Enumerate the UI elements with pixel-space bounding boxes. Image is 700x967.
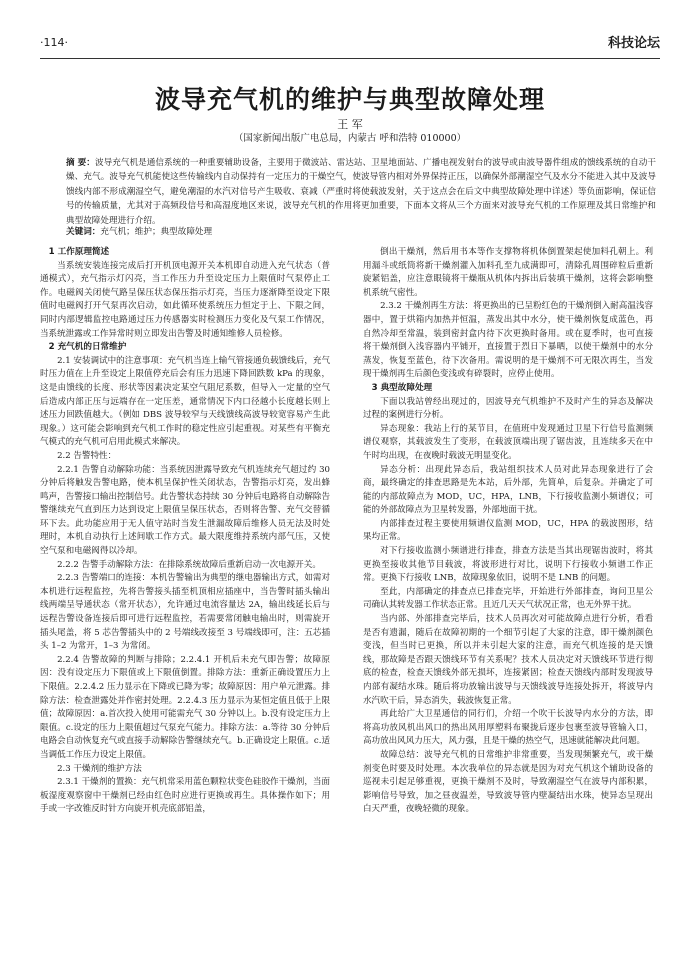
paragraph: 2.2.2 告警手动解除方法：在排除系统故障后重新启动一次电源开关。	[57, 559, 321, 570]
paragraph: 异态分析：出现此异态后，我站组织技术人员对此异态现象进行了会商，最终确定的排查思路是先本站，后外部，先简单，后复杂。并确定了可能的内部故障点为 MOD，UC，HPA，LNB，下行接收监测小频谱仪；可能的外部故障点为卫星转发器，外部地面干扰。	[363, 464, 653, 516]
section-heading: 3 典型故障处理	[371, 382, 433, 393]
left-column	[40, 246, 330, 946]
paragraph: 2.3.1 干燥剂的置换：充气机常采用蓝色颗粒状变色硅胶作干燥剂，当面板湿度观察窗中干燥剂已经由红色时应进行更换或再生。具体操作如下；用手或一字改锥反时针方向旋开机壳底部铝盖，	[40, 777, 330, 815]
paragraph: 对下行接收监测小频谱进行排查，排查方法是当其出现锯齿波时，将其更换至接收其他节目载波，将波形进行对比，说明下行接收小频谱工作正常。更换下行接收 LNB，故障现象依旧，说明不是 LNB 的问题。	[363, 546, 653, 584]
paragraph: 2.2.3 告警端口的连接：本机告警输出为典型的继电器输出方式，如需对本机进行远程监控，先将告警接头插至机顶相应插座中，当告警时插头输出线两端呈导通状态（常开状态），允许通过电流容量达 2A，输出线延长后与远程告警设备连接后即可进行远程监控，若需要常闭触电输出时，则需旋开插头尾盖，将 5 芯告警插头中的 2 号端线改接至 3 号端线即可，注：五芯插头 1–2 为常开，1–3 为常闭。	[40, 573, 330, 652]
page-number: ·114·	[40, 36, 68, 49]
right-column	[363, 246, 653, 946]
paragraph: 当内部、外部排查完毕后，技术人员再次对可能故障点进行分析，看看是否有遗漏，随后在故障初期的一个细节引起了大家的注意，即干燥剂颜色变浅，但当时已更换，所以并未引起大家的注意，而充气机连接的是天馈线，那故障是否跟天馈线环节有关系呢？技术人员决定对天馈线环节进行彻底的检查，检查天馈线外部无损坏，连接紧固；检查天馈线内部时发现波导内部有凝结水珠。随后将功放输出波导与天馈线波导连接处拆开，将波导内水汽吹干后，异态消失，载波恢复正常。	[363, 614, 653, 706]
keywords-label: 关键词：	[66, 227, 101, 237]
paragraph: 故障总结：波导充气机的日常维护非常重要，当发现频繁充气，或干燥剂变色时要及时处理。本次我单位的异态就是因为对充气机这个辅助设备的巡视未引起足够重视，更换干燥剂不及时，导致潮湿空气在波导内部积累，影响信号导致，加之昼夜温差，导致波导管内壁凝结出水珠，使异态呈现出白天严重，夜晚轻微的现象。	[363, 749, 653, 815]
abstract-label: 摘 要：	[66, 158, 95, 168]
abstract	[66, 156, 656, 228]
article-author: 王 军	[337, 118, 363, 131]
paragraph: 2.2.1 告警自动解除功能：当系统因泄露导致充气机连续充气超过约 30 分钟后将触发告警电路，使本机呈保护性关闭状态，告警指示灯亮，发出蜂鸣声，告警接口输出控制信号。此告警状态持续 30 分钟后电路将自动解除告警继续充气直到压力达到设定上限值呈保压状态，否则将告警、充气交替循环下去。此功能应用于无人值守站时当发生泄漏故障后维修人员无法及时处理时，本机自动执行上述间歇工作方式。最大限度维持系统内部气压，又使空气泵和电磁阀得以冷却。	[40, 464, 330, 557]
paragraph: 再此给广大卫星通信的同行们，介绍一个吹干长波导内水分的方法，即将高功放风机出风口的热出风用厚塑料布聚拢后逐步包裹至波导管输入口，高功放出风风力压大，风力强，且是干燥的热空气，迅速就能解决此问题。	[363, 709, 653, 747]
paragraph: 异态现象：我站上行的某节目，在值班中发现通过卫星下行信号监测频谱仪观察，其载波发生了变形，在载波顶端出现了锯齿波，且连续多天在中午时均出现，在夜晚时载波无明显变化。	[363, 423, 653, 461]
paragraph: 下面以我站曾经出现过的，因波导充气机维护不及时产生的异态及解决过程的案例进行分析。	[363, 396, 653, 421]
keywords	[66, 225, 656, 239]
journal-name: 科技论坛	[607, 36, 660, 51]
page-header	[40, 30, 660, 56]
paragraph: 至此，内部确定的排查点已排查完毕，开始进行外部排查，询问卫星公司确认其转发器工作状态正常。且近几天天气状况正常，也无外界干扰。	[363, 586, 653, 611]
section-heading: 1 工作原理简述	[48, 247, 110, 257]
keywords-text: 充气机；维护；典型故障处理	[100, 227, 213, 237]
paragraph: 当系统安装连接完成后打开机顶电源开关本机即自动进入充气状态（普通模式），充气指示灯闪亮，当工作压力升至设定压力上限值时气泵停止工作。电磁阀关闭使气路呈保压状态保压指示灯亮，当压力逐渐降至设定下限值时电磁阀打开气泵再次启动，如此循环使系统压力恒定于上、下限之间，同时内部逻辑监控电路通过压力传感器实时检测压力变化及气泵工作情况，当系统泄露或工作异常时则立即发出告警及时通知维修人员检修。	[40, 260, 330, 339]
paragraph: 2.1 安装调试中的注意事项：充气机当连上输气管接通负载馈线后，充气时压力值在上升至设定上限值停充后会有压力迅速下降回跌数 kPa 的现象，这是由馈线的长度、形状等因素决定某空气阻尼系数，但导入一定量的空气后造成内部正压与远端存在一定压差，通常情况下内口径越小长度越长则上述压力回跌值越大。（例如 DBS 波导较窄与天线馈线高波导较宽容易产生此现象。）这可能会影响到充气机工作时的稳定性应引起重视。对某些有平衡充气模式的充气机可启用此模式来解决。	[40, 355, 330, 448]
abstract-text: 波导充气机是通信系统的一种重要辅助设备，主要用于微波站、雷达站、卫星地面站、广播电视发射台的波导或由波导器件组成的馈线系统的自动干燥、充气。波导充气机能使这些传输线内自动保持有一定压力的干燥空气，使波导管内相对外界保持正压，以确保外部潮湿空气及水分不能进入其中及波导馈线内部不形成潮湿空气，避免潮湿的水汽对信号产生吸收、衰减（严重时将使载波发射，关于这点会在后文中典型故障处理中详述）等负面影响，保证信号的传输质量，尤其对于高频段信号和高湿度地区来说，波导充气机的作用将更加重要，下面本文将从三个方面来对波导充气机的工作原理及其日常维护和典型故障处理进行介绍。	[66, 158, 656, 226]
paragraph: 2.2 告警特性：	[57, 450, 117, 461]
paragraph: 2.2.4 告警故障的判断与排除；2.2.4.1 开机后未充气即告警；故障原因：没有设定压力下限值或上下限值倒置。排除方法：重新正确设置压力上下限值。2.2.4.2 压力显示在下降或已降为零；故障原因：用户单元泄露。排除方法：检查泄露处并作密封处理。2.2.4.3 压力显示为某恒定值且低于上限值；故障原因：a.首次投入使用可能需充气 30 分钟以上。b.没有设定压力上限值。c.设定的压力上限值超过气泵充气能力。排除方法：a.等待 30 分钟后电路会自动恢复充气或直接手动解除告警继续充气。b.正确设定上限值。c.适当调低工作压力设定上限值。	[40, 654, 330, 760]
section-heading: 2 充气机的日常维护	[48, 342, 127, 353]
paragraph: 内部排查过程主要使用频谱仪监测 MOD，UC，HPA 的载波图形，结果均正常。	[363, 518, 653, 543]
paragraph: 2.3.2 干燥剂再生方法：将更换出的已呈粉红色的干燥剂倒入耐高温浅容器中，置于烘箱内加热并恒温，蒸发出其中水分，使干燥剂恢复成蓝色，再自然冷却至常温，装到密封盒内待下次更换时备用。或在夏季时，也可直接将干燥剂倒入浅容器内平铺开，直接置于烈日下暴晒，以使干燥剂中的水分蒸发，恢复至蓝色，待下次备用。需说明的是干燥剂不可无限次再生，当发现干燥剂再生后颜色变浅或有碎裂时，应停止使用。	[363, 301, 653, 380]
article-affiliation: （国家新闻出版广电总局，内蒙古 呼和浩特 010000）	[233, 133, 467, 144]
article-title: 波导充气机的维护与典型故障处理	[154, 85, 545, 114]
header-divider	[40, 58, 660, 59]
paragraph: 倒出干燥剂，然后用书本等作支撑物将机体倒置架起使加料孔朝上。利用漏斗或纸筒将新干燥剂灌入加料孔至九成满即可，清除孔周围碎粒后重新旋紧铝盖，应注意眼镜将干燥瓶从机体内拆出后装填干燥剂，这将会影响整机系统气密性。	[363, 247, 653, 298]
paragraph: 2.3 干燥剂的维护方法	[57, 763, 142, 774]
